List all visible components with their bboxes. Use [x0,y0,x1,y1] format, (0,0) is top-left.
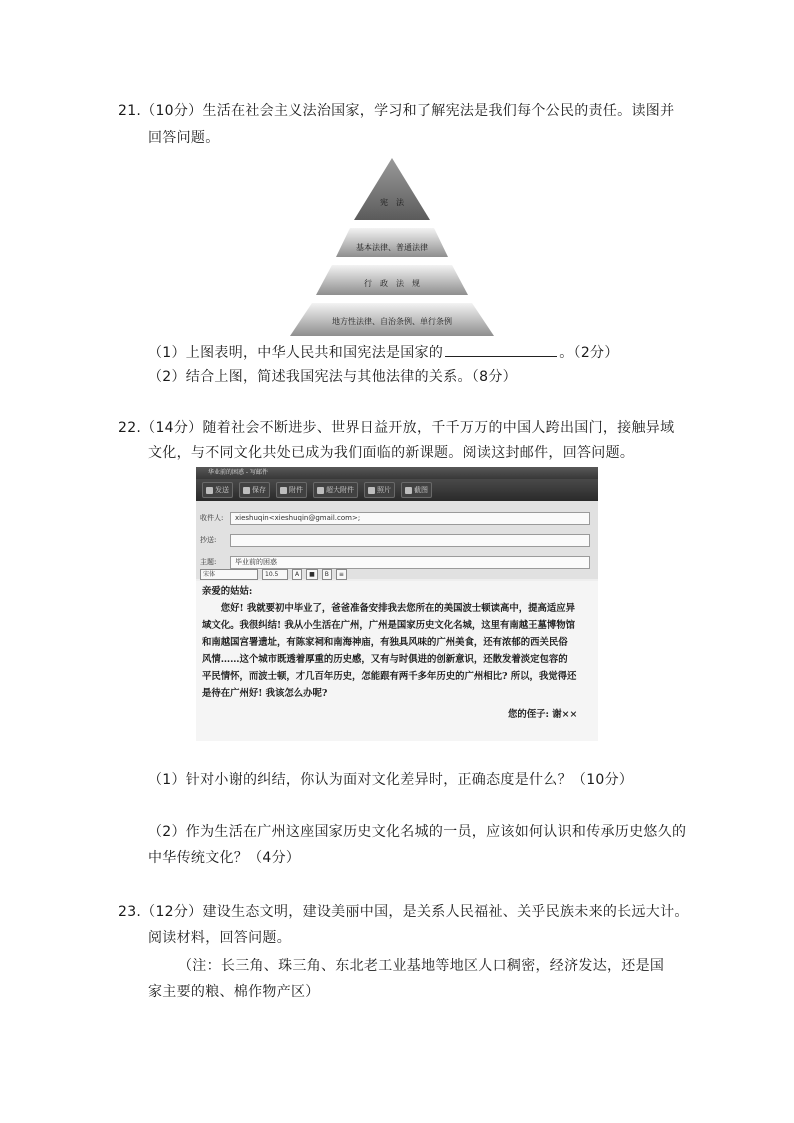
q21-sub1 [148,342,619,363]
q22-sub2-line1: （2）作为生活在广州这座国家历史文化名城的一员，应该如何认识和传承历史悠久的 [148,824,687,840]
screenshot-label: 截图 [414,486,428,494]
email-window-titlebar [196,467,598,479]
subject-field[interactable]: 毕业前的困惑 [230,556,590,569]
pyramid-label-constitution: 宪 法 [380,198,404,207]
email-body[interactable] [196,581,598,741]
cc-field[interactable] [230,534,590,547]
pyramid-label-local-laws: 地方性法律、自治条例、单行条例 [332,317,452,326]
cc-label: 抄送: [200,536,217,544]
font-color-icon[interactable]: A [292,569,302,580]
large-attachment-button[interactable] [313,482,358,498]
q23-stem-line2: 阅读材料，回答问题。 [148,930,291,946]
send-icon [206,487,213,494]
font-select[interactable]: 宋体 [200,569,258,580]
subject-label: 主题: [200,558,217,566]
q22-sub2-line2: 中华传统文化？（4分） [148,850,301,866]
pyramid-label-basic-laws: 基本法律、普通法律 [356,243,428,252]
q22-stem-line1: 22.（14分）随着社会不断进步、世界日益开放，千千万万的中国人跨出国门，接触异域 [118,420,675,436]
q21-stem-line2: 回答问题。 [148,130,220,146]
email-body-line: 您好! 我就要初中毕业了，爸爸准备安排我去您所在的美国波士顿读高中，提高适应异 [202,603,576,614]
photo-button[interactable] [364,482,395,498]
screenshot-button[interactable] [401,482,432,498]
email-signature: 您的侄子: 谢×× [508,709,578,720]
q23-note-line2: 家主要的粮、棉作物产区） [148,984,320,1000]
q21-stem-line1: 21.（10分）生活在社会主义法治国家，学习和了解宪法是我们每个公民的责任。读图并 [118,103,675,119]
q22-sub1: （1）针对小谢的纠结，你认为面对文化差异时，正确态度是什么？（10分） [148,772,634,788]
save-label: 保存 [252,486,266,494]
email-body-line: 是待在广州好! 我该怎么办呢? [202,688,328,699]
cc-row [200,533,594,548]
send-label: 发送 [215,486,229,494]
to-field[interactable]: xieshuqin<xieshuqin@gmail.com>; [230,512,590,525]
q21-sub2: （2）结合上图，简述我国宪法与其他法律的关系。（8分） [148,369,517,385]
email-toolbar [196,479,598,501]
attachment-label: 附件 [289,486,303,494]
to-row [200,511,594,526]
law-hierarchy-pyramid [288,156,496,338]
email-body-line: 和南越国宫署遗址，有陈家祠和南海神庙，有独具风味的广州美食，还有浓郁的西关民俗 [202,637,568,648]
email-screenshot [196,467,598,741]
email-greeting: 亲爱的姑姑: [202,586,253,597]
q21-sub1-prompt: （1）上图表明，中华人民共和国宪法是国家的 [148,345,444,361]
q23-note-line1: （注：长三角、珠三角、东北老工业基地等地区人口稠密，经济发达，还是国 [178,958,665,974]
pyramid-level-1 [354,158,430,220]
list-icon[interactable]: ≡ [336,569,347,580]
save-button[interactable] [239,482,270,498]
paperclip-icon [280,487,287,494]
format-toolbar [200,568,594,580]
photo-icon [368,487,375,494]
large-attachment-icon [317,487,324,494]
large-attachment-label: 超大附件 [326,486,354,494]
attachment-button[interactable] [276,482,307,498]
pyramid-label-admin-regulations: 行 政 法 规 [364,279,420,288]
highlight-icon[interactable]: ■ [306,569,318,580]
q21-sub1-points: 。（2分） [559,345,619,361]
email-window-title: 华业前的困惑 - 写邮件 [208,469,268,476]
email-body-line: 域文化。我很纠结! 我从小生活在广州，广州是国家历史文化名城，这里有南越王墓博物馆 [202,620,576,631]
font-size-select[interactable]: 10.5 [262,569,288,580]
photo-label: 照片 [377,486,391,494]
q22-stem-line2: 文化，与不同文化共处已成为我们面临的新课题。阅读这封邮件，回答问题。 [148,445,635,461]
q23-stem-line1: 23.（12分）建设生态文明，建设美丽中国，是关系人民福祉、关乎民族未来的长远大计。 [118,904,689,920]
send-button[interactable] [202,482,233,498]
email-body-line: 平民情怀，而波士顿，才几百年历史，怎能跟有两千多年历史的广州相比? 所以，我觉得还 [202,671,577,682]
screenshot-icon [405,487,412,494]
bold-icon[interactable]: B [322,569,332,580]
to-label: 收件人: [200,514,224,522]
save-icon [243,487,250,494]
answer-blank[interactable] [445,342,557,357]
email-body-line: 风情……这个城市既透着厚重的历史感，又有与时俱进的创新意识，还散发着淡定包容的 [202,654,568,665]
